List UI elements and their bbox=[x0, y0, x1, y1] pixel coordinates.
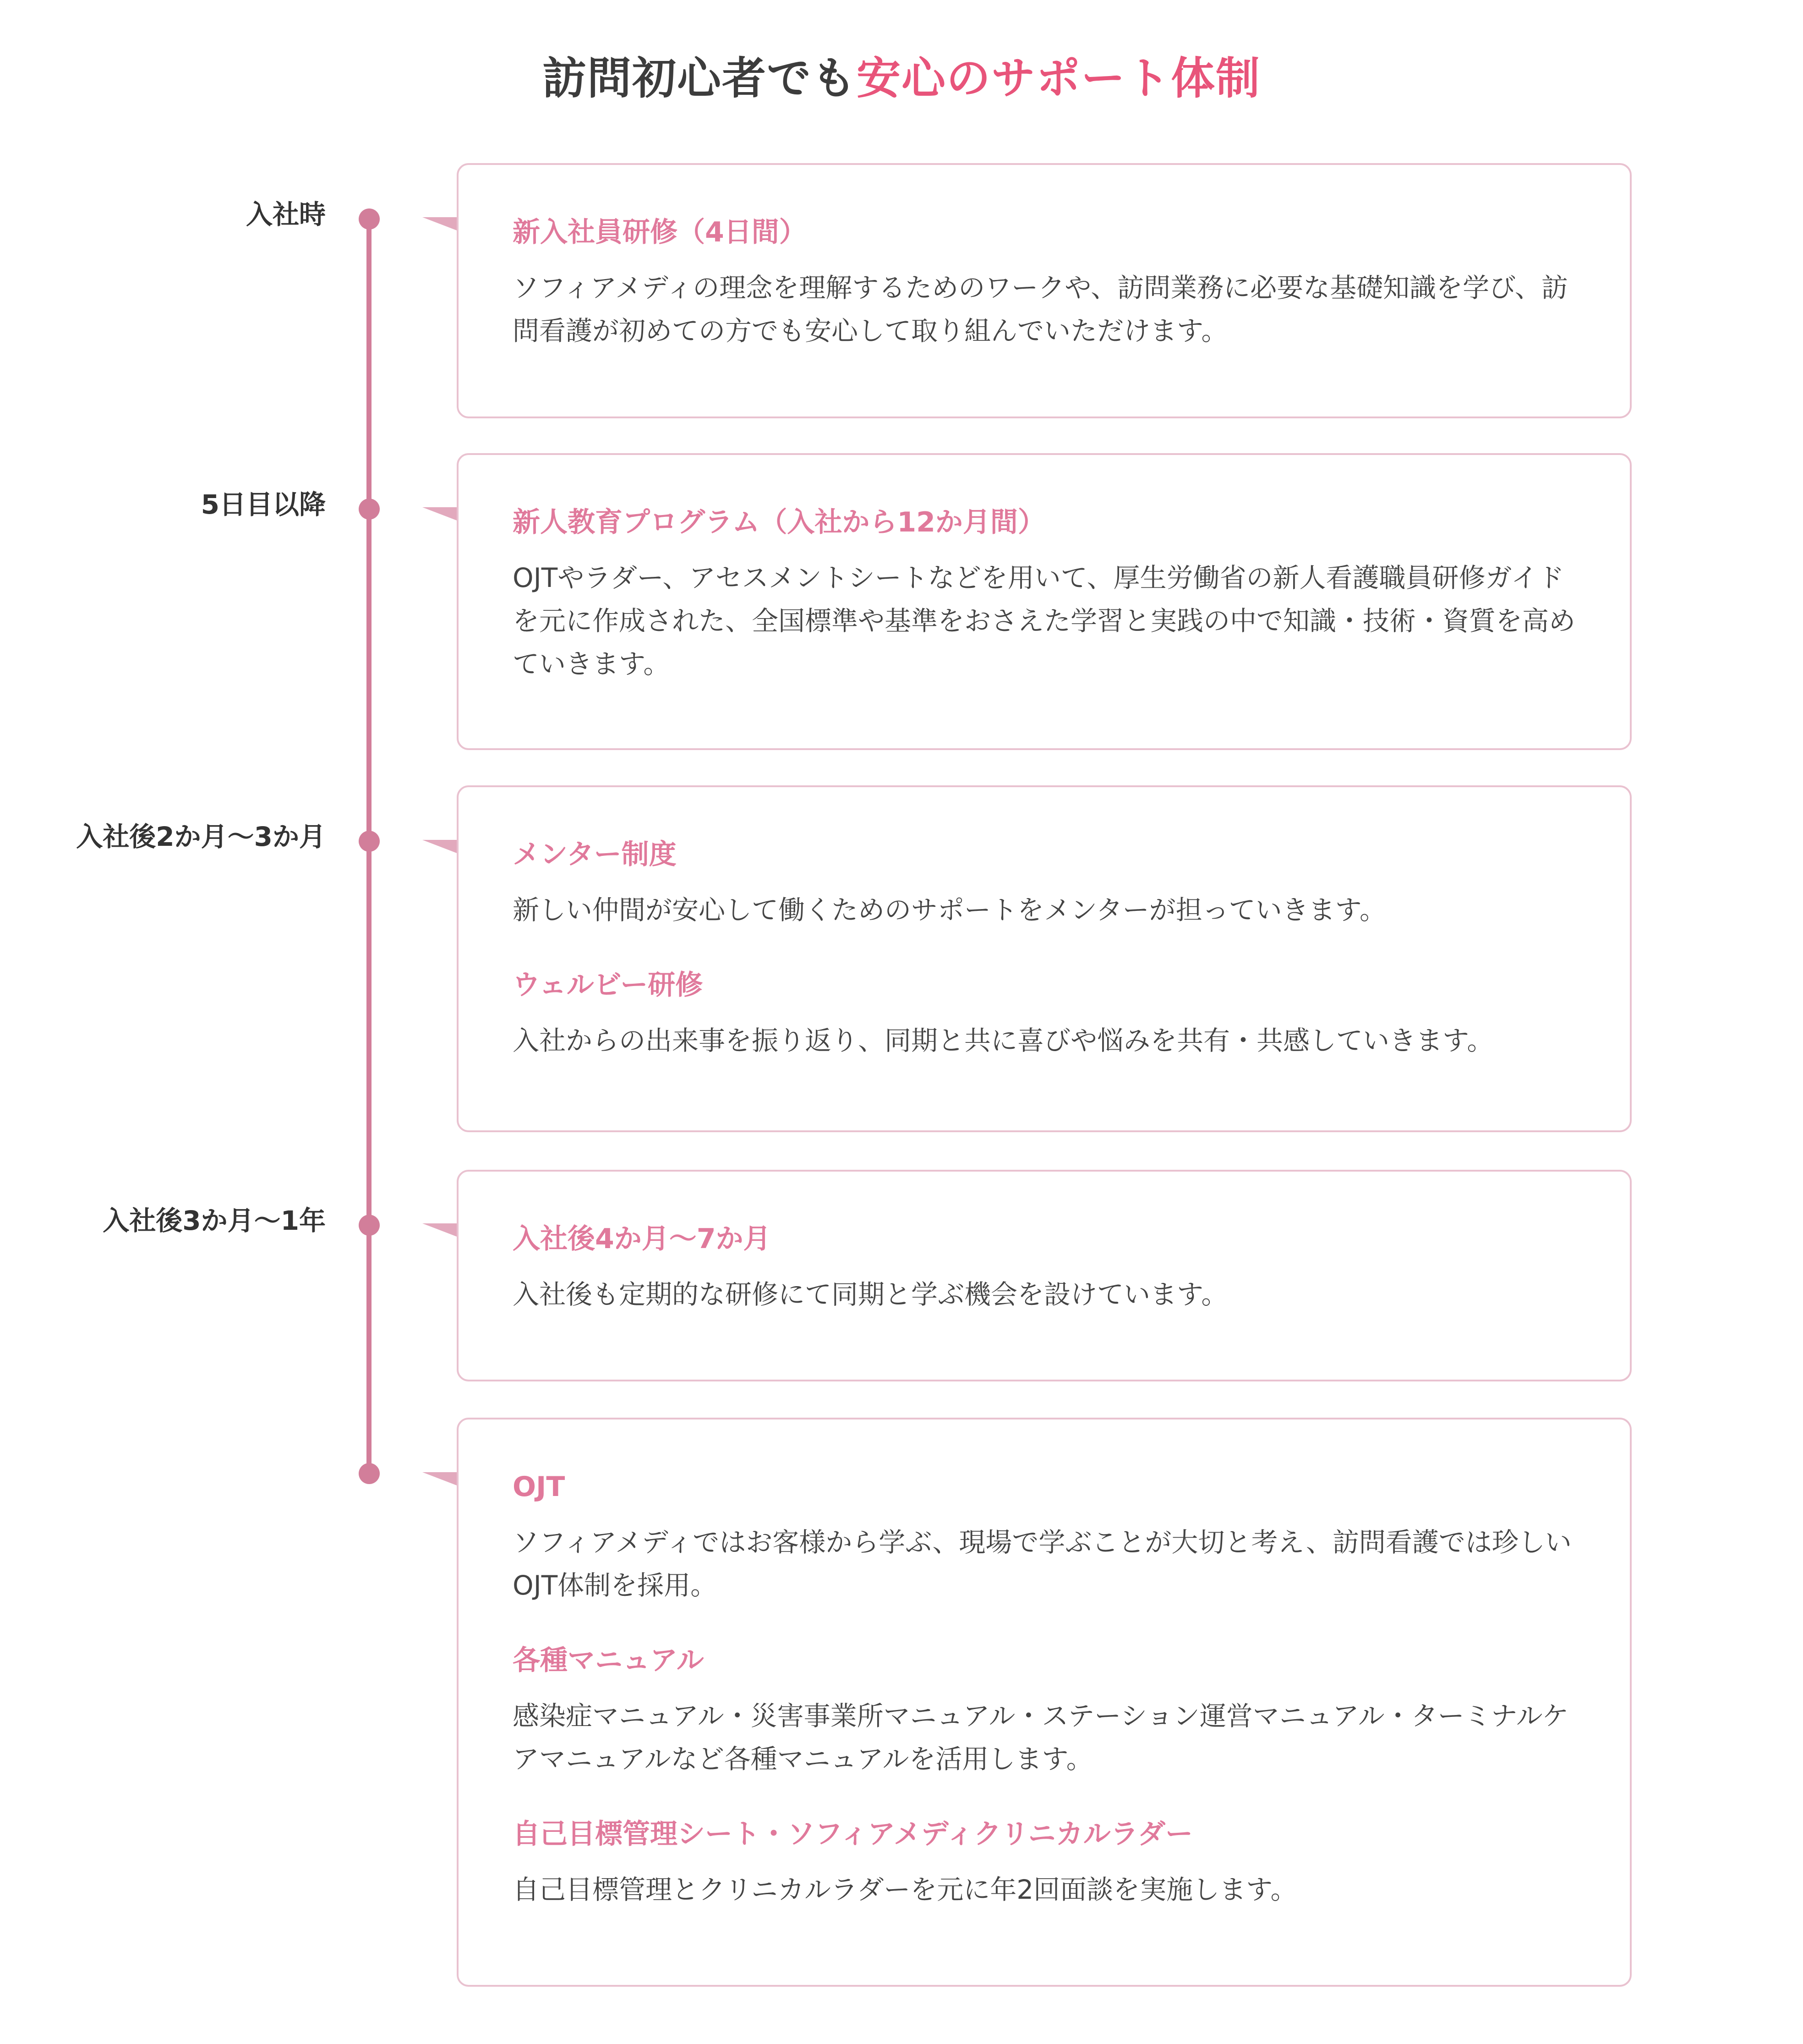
card-pointer bbox=[422, 1223, 458, 1237]
timeline-dot bbox=[359, 1463, 380, 1484]
card-pointer bbox=[422, 840, 458, 854]
card-heading: 各種マニュアル bbox=[513, 1644, 704, 1677]
page-title bbox=[0, 44, 1803, 106]
timeline-card-ongoing bbox=[457, 1418, 1632, 1987]
timeline-dot bbox=[359, 1215, 380, 1236]
card-heading: 入社後4か月～7か月 bbox=[513, 1223, 771, 1255]
timeline-dot bbox=[359, 831, 380, 852]
card-text: 入社からの出来事を振り返り、同期と共に喜びや悩みを共有・共感していきます。 bbox=[513, 1025, 1494, 1056]
card-heading: メンター制度 bbox=[513, 838, 677, 871]
timeline-dot bbox=[359, 499, 380, 520]
card-text: OJTやラダー、アセスメントシートなどを用いて、厚生労働省の新人看護職員研修ガイドを元に作成された、全国標準や基準をおさえた学習と実践の中で知識・技術・資質を高めていきます。 bbox=[513, 562, 1576, 680]
card-pointer bbox=[422, 217, 458, 231]
title-dark-part: 訪問初心者でも bbox=[542, 53, 857, 104]
stage-label-joining: 入社時 bbox=[246, 199, 326, 230]
timeline-dot bbox=[359, 208, 380, 230]
card-text: ソフィアメディではお客様から学ぶ、現場で学ぶことが大切と考え、訪問看護では珍しいOJT体制を採用。 bbox=[513, 1527, 1572, 1601]
stage-label-month2-3: 入社後2か月～3か月 bbox=[76, 821, 326, 852]
card-heading: 新人教育プログラム（入社から12か月間） bbox=[513, 506, 1045, 538]
card-text: 自己目標管理とクリニカルラダーを元に年2回面談を実施します。 bbox=[513, 1874, 1297, 1905]
timeline-card-month3-year1 bbox=[457, 1170, 1632, 1381]
card-heading: OJT bbox=[513, 1471, 565, 1503]
timeline-card-month2-3 bbox=[457, 785, 1632, 1132]
stage-label-day5: 5日目以降 bbox=[201, 489, 326, 520]
card-text: 新しい仲間が安心して働くためのサポートをメンターが担っていきます。 bbox=[513, 894, 1387, 926]
card-heading: 新入社員研修（4日間） bbox=[513, 216, 807, 248]
stage-label-month3-year1: 入社後3か月～1年 bbox=[103, 1205, 326, 1236]
card-text: ソフィアメディの理念を理解するためのワークや、訪問業務に必要な基礎知識を学び、訪問看護が初めての方でも安心して取り組んでいただけます。 bbox=[513, 272, 1568, 346]
title-accent-part: 安心のサポート体制 bbox=[857, 53, 1261, 104]
card-text: 入社後も定期的な研修にて同期と学ぶ機会を設けています。 bbox=[513, 1279, 1228, 1310]
card-pointer bbox=[422, 507, 458, 521]
card-heading: ウェルビー研修 bbox=[513, 969, 703, 1001]
card-text: 感染症マニュアル・災害事業所マニュアル・ステーション運営マニュアル・ターミナルケアマニュアルなど各種マニュアルを活用します。 bbox=[513, 1700, 1569, 1775]
timeline-card-day5 bbox=[457, 453, 1632, 750]
card-pointer bbox=[422, 1472, 458, 1486]
timeline-card-joining bbox=[457, 163, 1632, 418]
card-heading: 自己目標管理シート・ソフィアメディクリニカルラダー bbox=[513, 1818, 1193, 1850]
